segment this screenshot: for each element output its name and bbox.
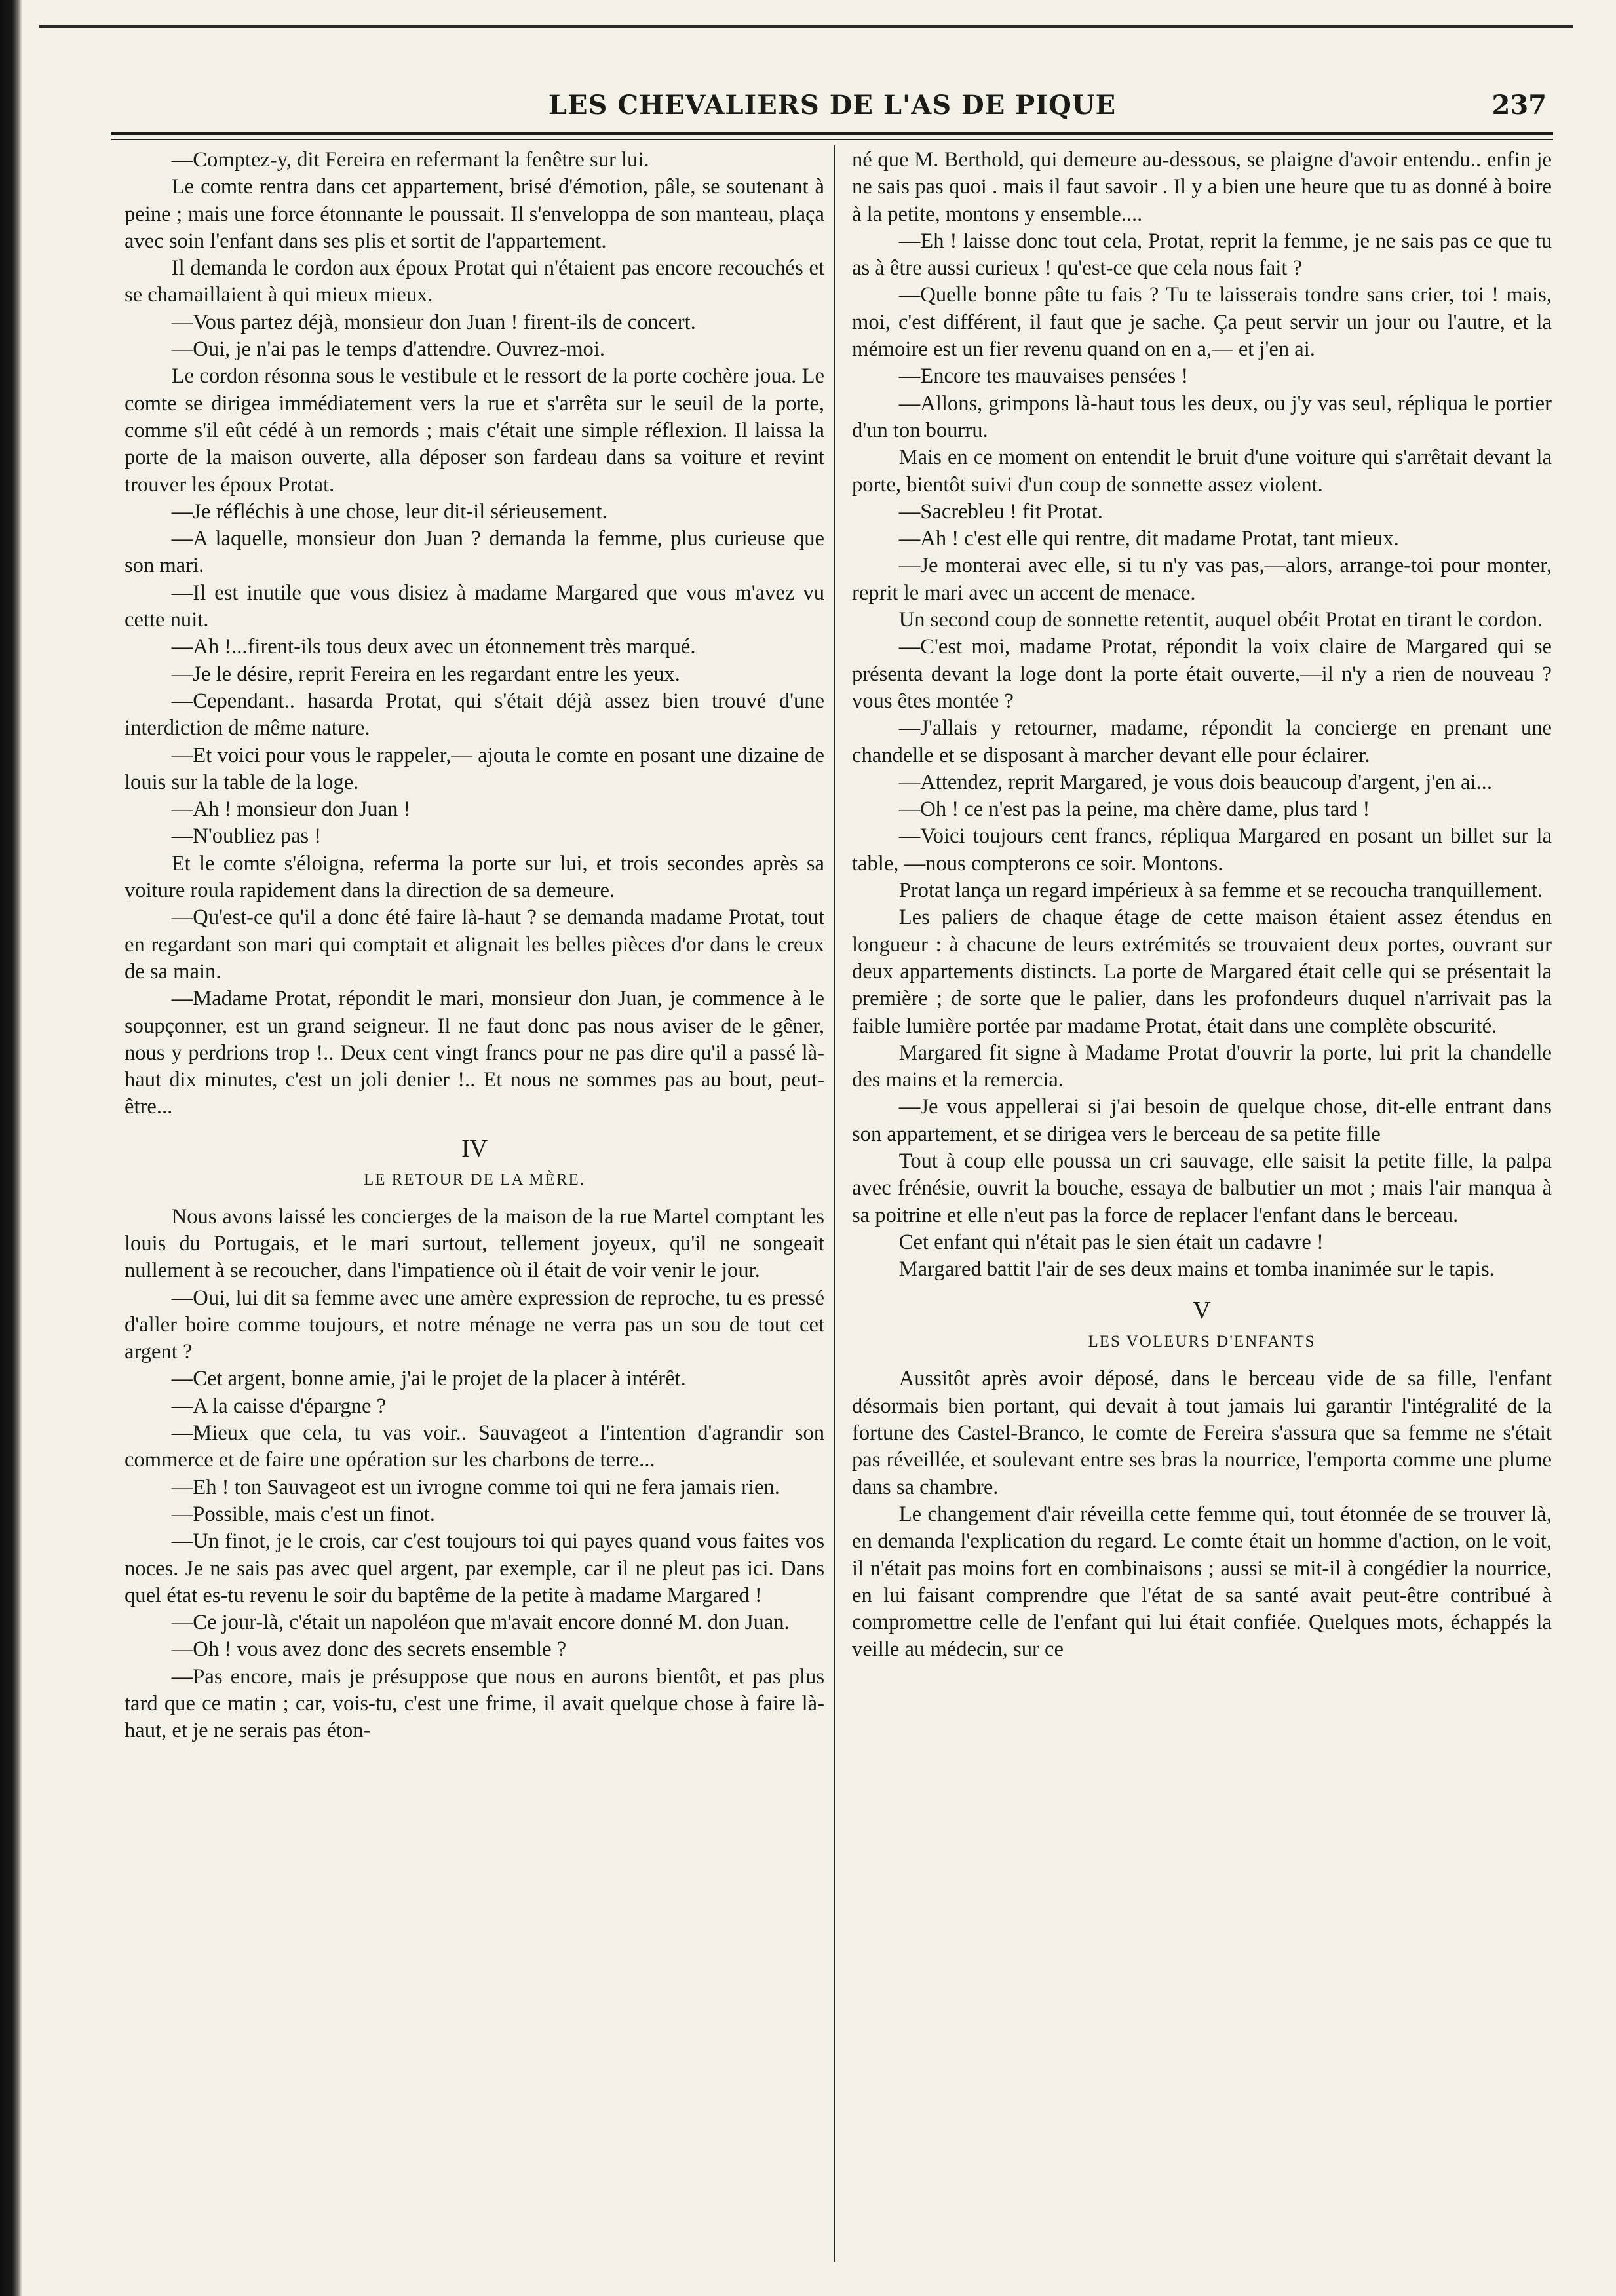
paragraph: —Possible, mais c'est un finot. [171,1502,435,1526]
section-number: V [1193,1297,1211,1325]
paragraph: —Je réfléchis à une chose, leur dit-il sérieusement. [171,499,607,524]
paragraph: —Je vous appellerai si j'ai besoin de quelque chose, dit-elle entrant dans son appartement, et se dirigea vers le berceau de sa petite fille [852,1095,1552,1146]
header-rule-thin [111,139,1553,140]
paragraph: Un second coup de sonnette retentit, auquel obéit Protat en tirant le cordon. [898,608,1543,632]
paragraph: —J'allais y retourner, madame, répondit la concierge en prenant une chandelle et se disposant à marcher devant elle pour éclairer. [852,716,1552,767]
paragraph: —Un finot, je le crois, car c'est toujours toi qui payes quand vous faites vos noces. Je ne sais pas avec quel argent, par exemple, car il ne pleut pas ici. Dans quel état es-tu revenu le soir du baptême de la petite à madame Margared ! [125,1529,824,1607]
right-column [852,147,1552,1664]
paragraph: —Ah ! c'est elle qui rentre, dit madame Protat, tant mieux. [898,527,1399,551]
paragraph: Il demanda le cordon aux époux Protat qui n'étaient pas encore recouchés et se chamaillaient à qui mieux mieux. [125,256,824,307]
paragraph: —Quelle bonne pâte tu fais ? Tu te laisserais tondre sans crier, toi ! mais, moi, c'est différent, il faut que je sache. Ça peut servir un jour ou l'autre, et la mémoire est un fier revenu quand on en a,— et j'en ai. [852,283,1552,362]
paragraph: —Je monterai avec elle, si tu n'y vas pas,—alors, arrange-toi pour monter, reprit le mari avec un accent de menace. [852,554,1552,605]
paragraph: —Oh ! ce n'est pas la peine, ma chère dame, plus tard ! [898,797,1370,822]
page-spine-shadow [0,0,22,2296]
paragraph: —Et voici pour vous le rappeler,— ajouta le comte en posant une dizaine de louis sur la table de la loge. [125,743,824,794]
paragraph: Margared fit signe à Madame Protat d'ouvrir la porte, lui prit la chandelle des mains et la remercia. [852,1041,1552,1092]
paragraph: —Attendez, reprit Margared, je vous dois beaucoup d'argent, j'en ai... [898,770,1492,794]
paragraph: —Voici toujours cent francs, répliqua Margared en posant un billet sur la table, —nous compterons ce soir. Montons. [852,824,1552,875]
paragraph: —A la caisse d'épargne ? [171,1394,387,1418]
paragraph: —Sacrebleu ! fit Protat. [898,499,1103,524]
paragraph: —Vous partez déjà, monsieur don Juan ! firent-ils de concert. [171,310,696,334]
paragraph: —Il est inutile que vous disiez à madame Margared que vous m'avez vu cette nuit. [125,581,824,632]
paragraph: —Cet argent, bonne amie, j'ai le projet de la placer à intérêt. [171,1367,686,1391]
paragraph: —Je le désire, reprit Fereira en les regardant entre les yeux. [171,662,680,686]
paragraph: Le changement d'air réveilla cette femme qui, tout étonnée de se trouver là, en demanda l'explication du regard. Le comte était un homme d'action, on le voit, il n'était pas moins fort en combinaisons ; aussi se mit-il à congédier la nourrice, en lui faisant comprendre que l'état de sa santé avait peut-être contribué à compromettre celle de l'enfant qui lui était confiée. Quelques mots, échappés la veille au médecin, sur ce [852,1502,1552,1662]
section-title: LES VOLEURS D'ENFANTS [1088,1333,1316,1351]
paragraph: —Ah !...firent-ils tous deux avec un étonnement très marqué. [171,635,696,659]
left-column-text-before [125,147,824,1121]
paragraph: né que M. Berthold, qui demeure au-dessous, se plaigne d'avoir entendu.. enfin je ne sais pas quoi . mais il faut savoir . Il y a bien une heure que tu as donné à boire à la petite, montons y ensemble.... [852,148,1552,226]
paragraph: Margared battit l'air de ses deux mains et tomba inanimée sur le tapis. [898,1257,1495,1282]
paragraph: —Encore tes mauvaises pensées ! [898,364,1189,389]
paragraph: —Oh ! vous avez donc des secrets ensemble ? [171,1637,567,1662]
paragraph: —N'oubliez pas ! [171,824,322,849]
header-rule-thick [111,132,1553,135]
right-column-text-before [852,147,1552,1283]
paragraph: Le cordon résonna sous le vestibule et le ressort de la porte cochère joua. Le comte se dirigea immédiatement vers la rue et s'arrêta sur le seuil de la porte, comme s'il eût cédé à un remords ; mais c'était une simple réflexion. Il laissa la porte de la maison ouverte, alla déposer son fardeau dans sa voiture et revint trouver les époux Protat. [125,364,824,497]
paragraph: —Pas encore, mais je présuppose que nous en aurons bientôt, et pas plus tard que ce matin ; car, vois-tu, c'est une frime, il avait quelque chose à faire là-haut, et je ne serais pas éton- [125,1664,824,1743]
paragraph: —C'est moi, madame Protat, répondit la voix claire de Margared qui se présenta devant la loge dont la porte était ouverte,—il n'y a rien de nouveau ? vous êtes montée ? [852,635,1552,713]
paragraph: —Comptez-y, dit Fereira en refermant la fenêtre sur lui. [171,148,649,172]
paragraph: —Mieux que cela, tu vas voir.. Sauvageot a l'intention d'agrandir son commerce et de faire une opération sur les charbons de terre... [125,1421,824,1472]
paragraph: Et le comte s'éloigna, referma la porte sur lui, et trois secondes après sa voiture roula rapidement dans la direction de sa demeure. [125,851,824,903]
paragraph: Tout à coup elle poussa un cri sauvage, elle saisit la petite fille, la palpa avec frénésie, ouvrit la bouche, essaya de balbutier un mot ; mais l'air manqua à sa poitrine et elle n'eut pas la force de replacer l'enfant dans le berceau. [852,1149,1552,1227]
paragraph: —Ce jour-là, c'était un napoléon que m'avait encore donné M. don Juan. [171,1611,790,1635]
paragraph: —Ah ! monsieur don Juan ! [171,797,411,822]
paragraph: —Eh ! ton Sauvageot est un ivrogne comme toi qui ne fera jamais rien. [171,1475,780,1499]
page-number: 237 [1491,90,1547,121]
paragraph: Cet enfant qui n'était pas le sien était un cadavre ! [898,1230,1324,1254]
left-column [125,147,824,1745]
paragraph: Mais en ce moment on entendit le bruit d'une voiture qui s'arrêtait devant la porte, bientôt suivi d'un coup de sonnette assez violent. [852,446,1552,497]
paragraph: —A laquelle, monsieur don Juan ? demanda la femme, plus curieuse que son mari. [125,527,824,578]
paragraph: Les paliers de chaque étage de cette maison étaient assez étendus en longueur : à chacune de leurs extrémités se trouvaient deux portes, ouvrant sur deux appartements distincts. La porte de Margared était celle qui se présentait la première ; de sorte que le palier, dans les profondeurs duquel n'arrivait pas la faible lumière portée par madame Protat, était dans une complète obscurité. [852,906,1552,1038]
paragraph: —Allons, grimpons là-haut tous les deux, ou j'y vas seul, répliqua le portier d'un ton bourru. [852,391,1552,442]
paragraph: Protat lança un regard impérieux à sa femme et se recoucha tranquillement. [898,879,1543,903]
right-column-text-after [852,1366,1552,1663]
running-title: LES CHEVALIERS DE L'AS DE PIQUE [548,90,1117,121]
section-title: LE RETOUR DE LA MÈRE. [363,1170,586,1189]
section-number: IV [461,1134,488,1162]
paragraph: Aussitôt après avoir déposé, dans le berceau vide de sa fille, l'enfant désormais bien portant, qui devait à tout jamais lui garantir l'intégralité de la fortune des Castel-Branco, le comte de Fereira s'assura que sa femme ne s'était pas réveillée, et soulevant entre ses bras la nourrice, l'emporta comme une plume dans sa chambre. [852,1367,1552,1499]
column-divider [834,145,835,2262]
paragraph: Nous avons laissé les concierges de la maison de la rue Martel comptant les louis du Portugais, et le mari surtout, tellement joyeux, qu'il ne songeait nullement à se recoucher, dans l'impatience où il était de voir venir le jour. [125,1204,824,1283]
paragraph: —Cependant.. hasarda Protat, qui s'était déjà assez bien trouvé d'une interdiction de même nature. [125,689,824,740]
page-header [111,89,1553,135]
left-column-text-after [125,1204,824,1745]
paragraph: —Oui, lui dit sa femme avec une amère expression de reproche, tu es pressé d'aller boire comme toujours, et notre ménage ne verra pas un sou de tout cet argent ? [125,1286,824,1364]
paragraph: —Qu'est-ce qu'il a donc été faire là-haut ? se demanda madame Protat, tout en regardant son mari qui comptait et alignait les belles pièces d'or dans le creux de sa main. [125,906,824,984]
paragraph: —Oui, je n'ai pas le temps d'attendre. Ouvrez-moi. [171,337,606,362]
paragraph: —Eh ! laisse donc tout cela, Protat, reprit la femme, je ne sais pas ce que tu as à être aussi curieux ! qu'est-ce que cela nous fait ? [852,229,1552,280]
paragraph: Le comte rentra dans cet appartement, brisé d'émotion, pâle, se soutenant à peine ; mais une force étonnante le poussait. Il s'enveloppa de son manteau, plaça avec soin l'enfant dans ses plis et sortit de l'appartement. [125,175,824,253]
paragraph: —Madame Protat, répondit le mari, monsieur don Juan, je commence à le soupçonner, est un grand seigneur. Il ne faut donc pas nous aviser de le gêner, nous y perdrions trop !.. Deux cent vingt francs pour ne pas dire qu'il a passé là-haut dix minutes, c'est un joli denier !.. Et nous ne sommes pas au bout, peut-être... [125,987,824,1119]
top-edge-line [39,25,1573,28]
